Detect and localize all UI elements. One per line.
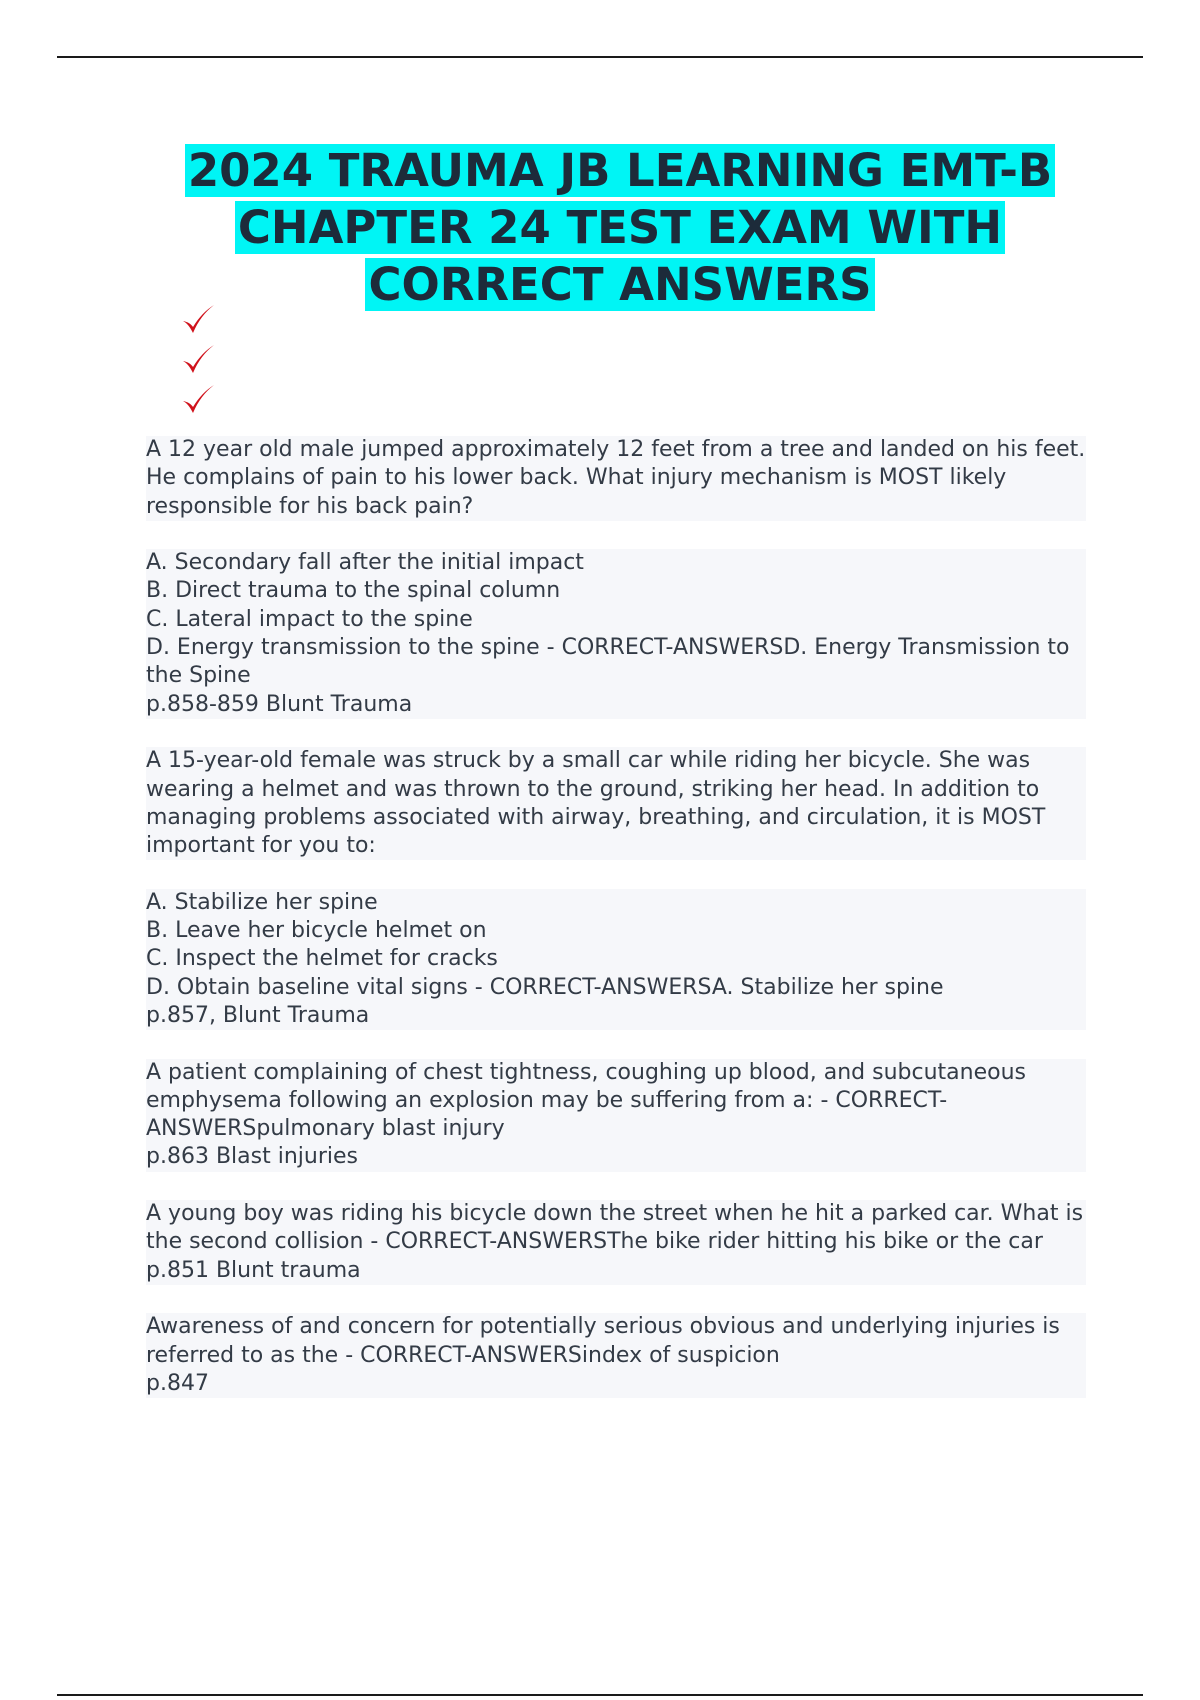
title-line-3: CORRECT ANSWERS [365,258,874,311]
answer-option: A. Secondary fall after the initial impact [146,549,1086,577]
page-reference: p.851 Blunt trauma [146,1257,1086,1285]
question-item [146,1313,1086,1398]
question-item [146,436,1086,719]
title-line-2: CHAPTER 24 TEST EXAM WITH [235,201,1005,254]
question-item [146,1200,1086,1285]
answer-option: C. Inspect the helmet for cracks [146,945,1086,973]
answer-option: C. Lateral impact to the spine [146,606,1086,634]
answer-option: A. Stabilize her spine [146,889,1086,917]
question-item [146,747,1086,1030]
question-text: A 15-year-old female was struck by a small car while riding her bicycle. She was wearing a helmet and was thrown to the ground, striking her head. In addition to managing problems associated with airway, breathing, and circulation, it is MOST important for you to: [146,747,1086,860]
top-rule [57,56,1143,58]
question-text: Awareness of and concern for potentially serious obvious and underlying injuries is referred to as the - CORRECT-ANSWERSindex of suspicion [146,1313,1086,1370]
checkmark-icon [180,342,240,382]
page-reference: p.858-859 Blunt Trauma [146,691,1086,719]
question-text: A young boy was riding his bicycle down the street when he hit a parked car. What is the second collision - CORRECT-ANSWERSThe bike rider hitting his bike or the car [146,1200,1086,1257]
document-title [100,142,1140,313]
bottom-rule [57,1694,1143,1696]
answer-option-correct: D. Obtain baseline vital signs - CORRECT-ANSWERSA. Stabilize her spine [146,974,1086,1002]
answer-option: B. Leave her bicycle helmet on [146,917,1086,945]
page-reference: p.847 [146,1370,1086,1398]
answer-option: B. Direct trauma to the spinal column [146,577,1086,605]
checkmark-icon [180,382,240,422]
checkmark-icon [180,302,240,342]
answer-option-correct: D. Energy transmission to the spine - CORRECT-ANSWERSD. Energy Transmission to the Spine [146,634,1086,691]
question-text: A 12 year old male jumped approximately 12 feet from a tree and landed on his feet. He complains of pain to his lower back. What injury mechanism is MOST likely responsible for his back pain? [146,436,1086,521]
page-reference: p.857, Blunt Trauma [146,1002,1086,1030]
question-text: A patient complaining of chest tightness, coughing up blood, and subcutaneous emphysema following an explosion may be suffering from a: - CORRECT-ANSWERSpulmonary blast injury [146,1059,1086,1144]
question-list [146,436,1086,1426]
checkmark-list [180,302,240,422]
title-line-1: 2024 TRAUMA JB LEARNING EMT-B [185,144,1055,197]
page-reference: p.863 Blast injuries [146,1143,1086,1171]
question-item [146,1059,1086,1172]
